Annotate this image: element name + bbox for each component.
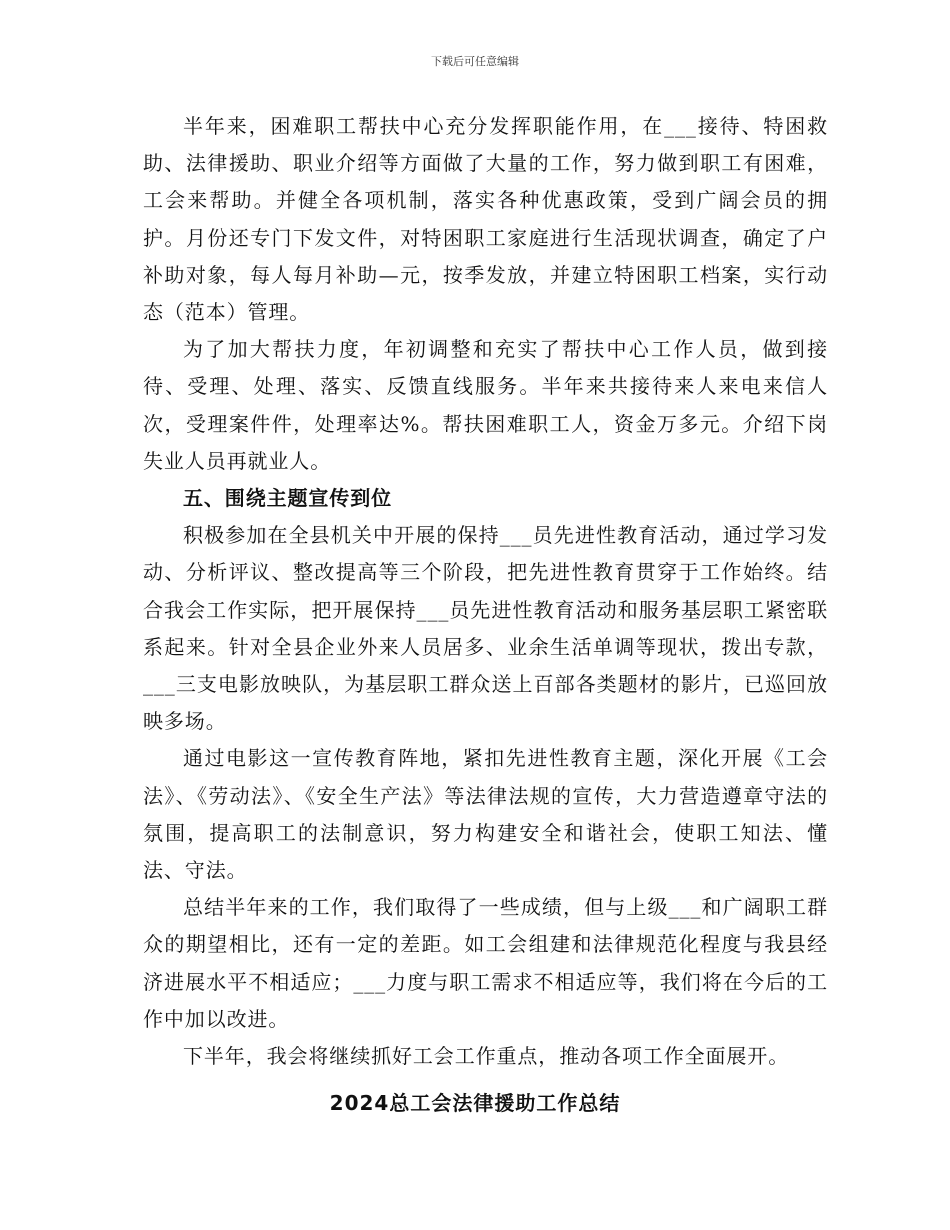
paragraph-next-half: 下半年，我会将继续抓好工会工作重点，推动各项工作全面展开。 (183, 1044, 790, 1069)
paragraph-summary: 总结半年来的工作，我们取得了一些成绩，但与上级___和广阔职工群众的期望相比，还有一定的差距。如工会组建和法律规范化程度与我县经济进展水平不相适应；___力度与职工需求不相适应等，我们将在今后的工作中加以改进。 (143, 895, 828, 1031)
next-document-title: 2024总工会法律援助工作总结 (329, 1091, 621, 1115)
paragraph-education-activity: 积极参加在全县机关中开展的保持___员先进性教育活动，通过学习发动、分析评议、整改提高等三个阶段，把先进性教育贯穿于工作始终。结合我会工作实际，把开展保持___员先进性教育活动和服务基层职工紧密联系起来。针对全县企业外来人员居多、业余生活单调等现状，拨出专款，___三支电影放映队，为基层职工群众送上百部各类题材的影片，已巡回放映多场。 (143, 523, 828, 734)
section-heading-publicity: 五、围绕主题宣传到位 (183, 486, 392, 511)
download-note: 下载后可任意编辑 (431, 55, 519, 68)
paragraph-support-effort: 为了加大帮扶力度，年初调整和充实了帮扶中心工作人员，做到接待、受理、处理、落实、反馈直线服务。半年来共接待来人来电来信人次，受理案件件，处理率达%。帮扶困难职工人，资金万多元。介绍下岗失业人员再就业人。 (143, 337, 828, 473)
paragraph-support-center: 半年来，困难职工帮扶中心充分发挥职能作用，在___接待、特困救助、法律援助、职业介绍等方面做了大量的工作，努力做到职工有困难，工会来帮助。并健全各项机制，落实各种优惠政策，受到广阔会员的拥护。月份还专门下发文件，对特困职工家庭进行生活现状调查，确定了户补助对象，每人每月补助—元，按季发放，并建立特困职工档案，实行动态（范本）管理。 (143, 114, 828, 325)
document-body (143, 108, 828, 1075)
paragraph-law-publicity: 通过电影这一宣传教育阵地，紧扣先进性教育主题，深化开展《工会法》、《劳动法》、《安全生产法》等法律法规的宣传，大力营造遵章守法的氛围，提高职工的法制意识，努力构建安全和谐社会，使职工知法、懂法、守法。 (143, 746, 828, 883)
